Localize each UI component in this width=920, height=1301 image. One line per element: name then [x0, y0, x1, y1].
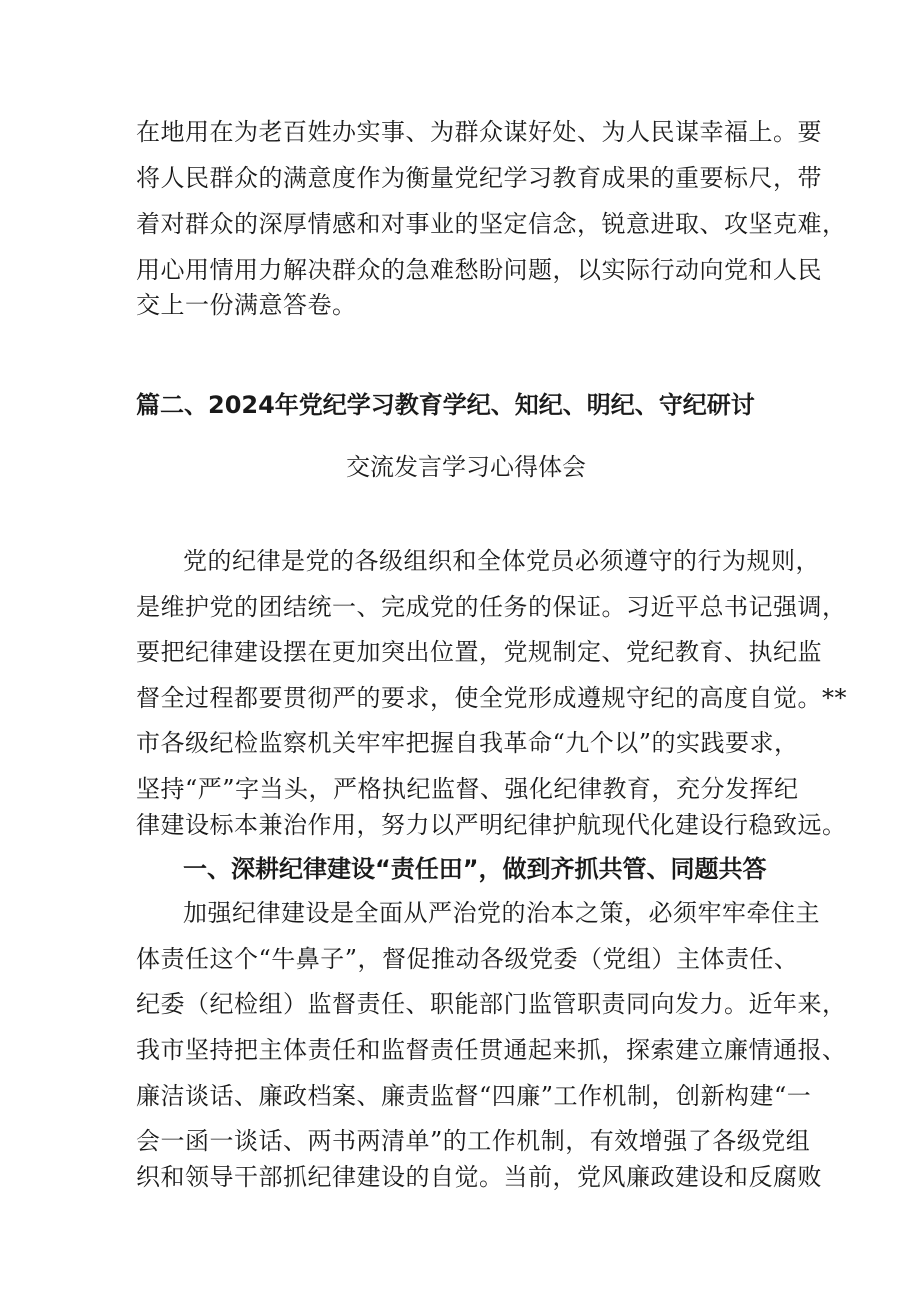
text-line: 市各级纪检监察机关牢牢把握自我革命“九个以”的实践要求，: [136, 729, 799, 757]
text-line: 将人民群众的满意度作为衡量党纪学习教育成果的重要标尺，带: [136, 164, 822, 192]
text-line: 要把纪律建设摆在更加突出位置，党规制定、党纪教育、执纪监: [136, 638, 822, 666]
text-line: 我市坚持把主体责任和监督责任贯通起来抓，探索建立廉情通报、: [136, 1036, 847, 1064]
text-line: 交上一份满意答卷。: [136, 291, 357, 319]
text-line: 是维护党的团结统一、完成党的任务的保证。习近平总书记强调，: [136, 593, 847, 621]
section-heading: 一、深耕纪律建设“责任田”，做到齐抓共管、同题共答: [183, 855, 767, 883]
text-line: 在地用在为老百姓办实事、为群众谋好处、为人民谋幸福上。要: [136, 118, 822, 146]
text-line: 加强纪律建设是全面从严治党的治本之策，必须牢牢牵住主: [183, 899, 820, 927]
text-line: 廉洁谈话、廉政档案、廉责监督“四廉”工作机制，创新构建“一: [136, 1082, 812, 1110]
text-line: 体责任这个“牛鼻子”，督促推动各级党委（党组）主体责任、: [136, 945, 799, 973]
text-line: 坚持“严”字当头，严格执纪监督、强化纪律教育，充分发挥纪: [136, 775, 799, 803]
text-line: 律建设标本兼治作用，努力以严明纪律护航现代化建设行稳致远。: [136, 811, 847, 839]
text-line: 督全过程都要贯彻严的要求，使全党形成遵规守纪的高度自觉。**: [136, 684, 847, 712]
text-line: 织和领导干部抓纪律建设的自觉。当前，党风廉政建设和反腐败: [136, 1163, 822, 1191]
text-line: 纪委（纪检组）监督责任、职能部门监管职责同向发力。近年来，: [136, 990, 847, 1018]
article-title-line1: 篇二、2024年党纪学习教育学纪、知纪、明纪、守纪研讨: [136, 391, 755, 419]
text-line: 党的纪律是党的各级组织和全体党员必须遵守的行为规则，: [183, 547, 820, 575]
text-line: 着对群众的深厚情感和对事业的坚定信念，锐意进取、攻坚克难，: [136, 210, 847, 238]
article-title-line2: 交流发言学习心得体会: [346, 453, 586, 481]
text-line: 会一函一谈话、两书两清单”的工作机制，有效增强了各级党组: [136, 1127, 811, 1155]
text-line: 用心用情用力解决群众的急难愁盼问题，以实际行动向党和人民: [136, 256, 822, 284]
